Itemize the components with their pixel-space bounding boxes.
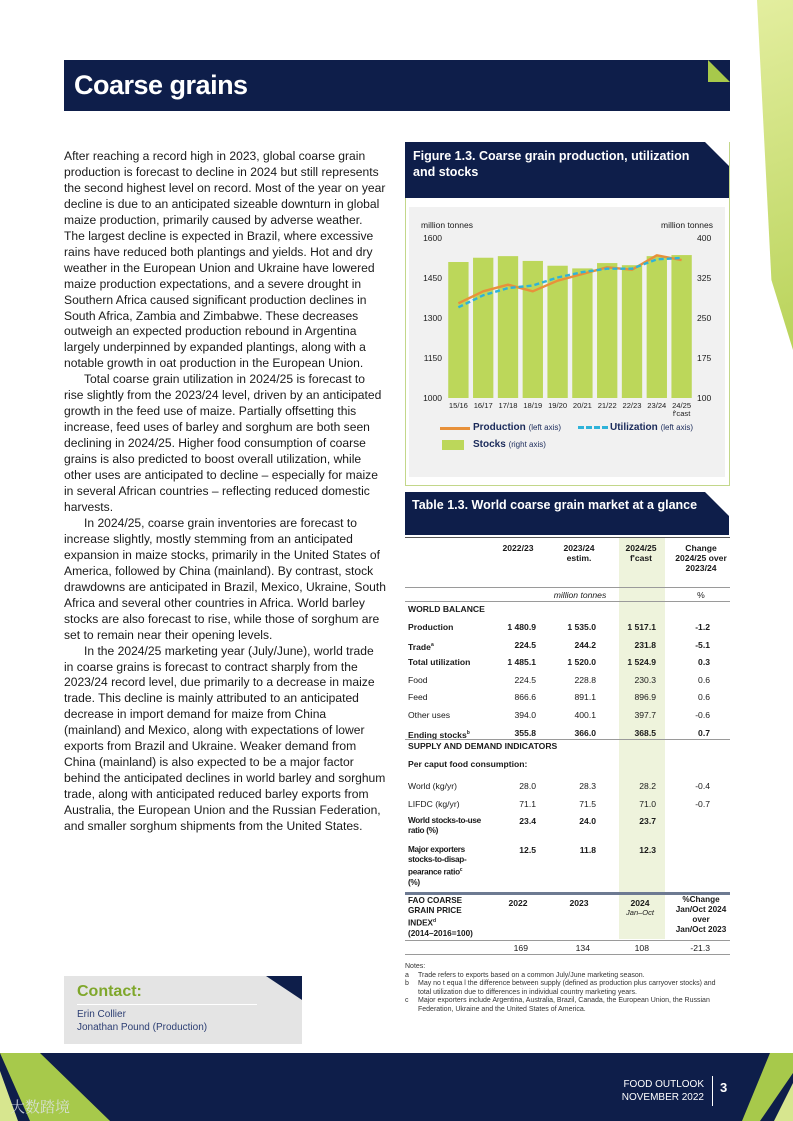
- footer-line-2: NOVEMBER 2022: [621, 1091, 704, 1103]
- row-label: Feed: [408, 692, 428, 703]
- cell-2024-25: 896.9: [634, 692, 656, 703]
- cell-change: 0.3: [698, 657, 710, 668]
- cell-2022-23: 224.5: [514, 639, 536, 650]
- x-tick-label: f'cast: [672, 409, 691, 418]
- note-text: Trade refers to exports based on a common July/June marketing season.: [418, 971, 645, 979]
- cell-2022-23: 71.1: [519, 798, 536, 809]
- index-value-2023: 134: [575, 943, 590, 953]
- index-header-change: [668, 895, 734, 935]
- bar-stocks: [523, 261, 543, 398]
- note-text: Major exporters include Argentina, Australia, Brazil, Canada, the European Union, the Russian Federation, Ukraine and the United States of America.: [418, 997, 710, 1013]
- table-rule: [405, 537, 730, 538]
- stocks-ratio-label-1: World stocks-to-use: [408, 816, 481, 825]
- footnote-mark: b: [466, 729, 470, 736]
- cell-change: -0.6: [695, 710, 710, 720]
- stocks-ratio-label: [408, 816, 481, 836]
- cell-2024-25: 1 517.1: [627, 622, 656, 632]
- x-tick-label: 17/18: [498, 401, 518, 410]
- per-caput-label: Per caput food consumption:: [408, 759, 528, 769]
- col-header-change: Change 2024/25 over 2023/24: [675, 543, 727, 573]
- contact-title: Contact:: [77, 983, 142, 1000]
- footer-publication: [600, 1079, 704, 1104]
- paragraph-3: In 2024/25, coarse grain inventories are forecast to increase slightly, mostly stemming from an anticipated expansion in maize stocks, primarily in the United States of America, followed by China (mainland). By contrast, stock drawdowns are anticipated in Brazil, Mexico, Ukraine, South Africa and several other countries in Africa. World barley stocks are also forecast to rise, while those of sorghum are set to remain near their opening levels.: [64, 515, 386, 642]
- exporters-ratio-2022: 12.5: [519, 845, 536, 855]
- price-index-label: [408, 896, 473, 939]
- cell-2023-24: 71.5: [579, 798, 596, 809]
- cell-2023-24: 891.1: [574, 692, 596, 703]
- y-tick-label-right: 100: [697, 393, 712, 403]
- exporters-ratio-label-4: (%): [408, 877, 420, 887]
- footnote-mark: c: [459, 867, 463, 873]
- price-index-label-3: INDEX: [408, 918, 434, 928]
- exporters-ratio-label-2: stocks-to-disap-: [408, 855, 467, 864]
- x-tick-label: 21/22: [597, 401, 617, 410]
- bar-stocks: [498, 256, 518, 398]
- cell-2024-25: 368.5: [634, 727, 656, 738]
- row-label-wrap: [408, 640, 434, 652]
- stocks-ratio-2024: 23.7: [639, 816, 656, 826]
- price-index-label-4: (2014–2016=100): [408, 928, 473, 938]
- cell-change: -5.1: [695, 639, 710, 650]
- x-tick-label: 19/20: [548, 401, 568, 410]
- cell-2024-25: 397.7: [634, 710, 656, 720]
- footer-line-1: FOOD OUTLOOK: [623, 1079, 704, 1090]
- notes-title: Notes:: [405, 963, 426, 970]
- row-label: Other uses: [408, 710, 451, 720]
- legend-utilization: [610, 422, 693, 433]
- y-tick-label-left: 1450: [423, 273, 442, 283]
- bar-stocks: [647, 256, 667, 398]
- legend-production-label: Production: [473, 422, 526, 433]
- cell-2024-25: 28.2: [639, 781, 656, 791]
- y-axis-label-left: million tonnes: [421, 220, 473, 230]
- table-notes: [405, 963, 730, 1015]
- index-header-2024: 2024: [630, 898, 650, 908]
- contact-name: Jonathan Pound (Production): [77, 1022, 208, 1033]
- index-header-2023: 2023: [569, 898, 589, 908]
- section-world-balance: WORLD BALANCE: [408, 604, 485, 614]
- cell-2023-24: 28.3: [579, 781, 596, 791]
- index-value-change: -21.3: [690, 943, 710, 953]
- cell-2023-24: 400.1: [574, 710, 596, 720]
- cell-change: 0.6: [698, 674, 710, 685]
- row-label: Food: [408, 674, 428, 685]
- row-label: Trade: [408, 641, 431, 652]
- index-header-2022: 2022: [508, 898, 528, 908]
- paragraph-2: Total coarse grain utilization in 2024/25 is forecast to rise slightly from the 2023/24 level, driven by an anticipated growth in the feed use of maize. Partially offsetting this increase, feed uses of barley and sorghum are both seen declining in 2024/25. Higher food consumption of coarse grains is also predicted to boost overall utilization, while other uses are anticipated to decline – especially for maize in several African countries – reflecting reduced domestic harvests.: [64, 372, 382, 514]
- table-rule: [405, 940, 730, 941]
- cell-2024-25: 231.8: [634, 639, 656, 650]
- index-header-2024-sub: Jan–Oct: [626, 908, 654, 917]
- note-mark: a: [405, 971, 409, 979]
- contact-name: Erin Collier: [77, 1009, 126, 1020]
- table-rule: [405, 587, 730, 588]
- y-tick-label-right: 250: [697, 313, 712, 323]
- legend-swatch-utilization: [578, 426, 608, 429]
- price-index-label-2: GRAIN PRICE: [408, 906, 462, 915]
- x-tick-label: 22/23: [622, 401, 642, 410]
- index-header-change-2: Jan/Oct 2024: [675, 905, 727, 914]
- row-label: Total utilization: [408, 657, 471, 668]
- legend-swatch-production: [440, 427, 470, 430]
- cell-2022-23: 866.6: [514, 692, 536, 703]
- page-number: 3: [720, 1080, 728, 1095]
- stocks-ratio-2023: 24.0: [579, 816, 596, 826]
- col-header-2024-25: 2024/25 f'cast: [625, 543, 657, 563]
- exporters-ratio-label-1: Major exporters: [408, 845, 465, 854]
- cell-2022-23: 355.8: [514, 727, 536, 738]
- cell-2022-23: 28.0: [519, 781, 536, 791]
- legend-production: [473, 422, 561, 433]
- y-tick-label-left: 1000: [423, 393, 442, 403]
- index-header-change-1: %Change: [682, 895, 720, 904]
- cell-change: -1.2: [695, 622, 710, 632]
- page-title: Coarse grains: [74, 70, 248, 100]
- cell-2022-23: 224.5: [514, 674, 536, 685]
- x-tick-label: 18/19: [523, 401, 543, 410]
- y-tick-label-left: 1300: [423, 313, 442, 323]
- cell-2023-24: 228.8: [574, 674, 596, 685]
- footer-divider: [712, 1076, 713, 1106]
- cell-change: 0.7: [698, 727, 710, 738]
- exporters-ratio-label-3: pearance ratio: [408, 867, 460, 877]
- index-header-change-4: Jan/Oct 2023: [675, 925, 727, 934]
- col-header-2022-23: 2022/23: [502, 543, 534, 553]
- legend-utilization-label: Utilization: [610, 422, 658, 433]
- figure-title: Figure 1.3. Coarse grain production, utilization and stocks: [413, 149, 690, 179]
- legend-swatch-stocks: [442, 440, 464, 450]
- paragraph-4: In the 2024/25 marketing year (July/June), world trade in coarse grains is forecast to contract sharply from the 2023/24 record level, due primarily to a decrease in maize trade. This decline is mainly attributed to an anticipated decrease in import demand for maize from China (mainland) and Mexico, along with expectations of lower exports from Brazil and Ukraine. Weaker demand from China (mainland) is also expected to be a major factor behind the anticipated declines in world barley and sorghum trade, along with anticipated reduced barley exports from Australia, the European Union and the Russian Federation, and smaller sorghum shipments from the United States.: [64, 643, 386, 834]
- cell-2022-23: 1 480.9: [507, 622, 536, 632]
- exporters-ratio-2023: 11.8: [579, 845, 596, 855]
- legend-utilization-axis: (left axis): [660, 423, 694, 432]
- cell-2024-25: 71.0: [639, 798, 656, 809]
- bar-stocks: [473, 258, 493, 398]
- note-mark: b: [405, 980, 409, 988]
- table-rule: [405, 601, 730, 602]
- cell-2023-24: 1 535.0: [567, 622, 596, 632]
- section-indicators: SUPPLY AND DEMAND INDICATORS: [408, 741, 558, 751]
- unit-label: million tonnes: [553, 590, 607, 600]
- bar-stocks: [622, 265, 642, 398]
- table-rule: [405, 954, 730, 955]
- y-tick-label-left: 1600: [423, 233, 442, 243]
- stocks-ratio-2022: 23.4: [519, 816, 536, 826]
- x-tick-label: 15/16: [448, 401, 468, 410]
- cell-change: -0.7: [695, 798, 710, 809]
- x-tick-label: 16/17: [473, 401, 493, 410]
- y-axis-label-right: million tonnes: [661, 220, 713, 230]
- stocks-ratio-label-2: ratio (%): [408, 826, 439, 835]
- legend-stocks-label: Stocks: [473, 439, 506, 450]
- row-label-wrap: [408, 728, 470, 740]
- cell-2023-24: 366.0: [574, 727, 596, 738]
- note-mark: c: [405, 997, 409, 1005]
- index-value-2024: 108: [634, 943, 649, 953]
- index-header-change-3: over: [692, 915, 710, 924]
- x-tick-label: 24/25: [672, 401, 692, 410]
- exporters-ratio-2024: 12.3: [639, 845, 656, 855]
- cell-change: 0.6: [698, 692, 710, 703]
- y-tick-label-right: 400: [697, 233, 712, 243]
- table-title: Table 1.3. World coarse grain market at a glance: [412, 498, 698, 512]
- y-tick-label-right: 325: [697, 273, 712, 283]
- note-text: May no t equa l the difference between supply (defined as production plus carryover stocks) and total utilization due to differences in individual country marketing years.: [418, 980, 716, 996]
- row-label: Ending stocks: [408, 729, 467, 740]
- cell-change: -0.4: [695, 781, 710, 791]
- table-rule: [405, 739, 730, 740]
- price-index-label-1: FAO COARSE: [408, 896, 463, 905]
- row-label: World (kg/yr): [408, 781, 458, 791]
- bar-stocks: [572, 268, 592, 398]
- cell-2022-23: 1 485.1: [507, 657, 536, 668]
- index-value-2022: 169: [513, 943, 528, 953]
- y-tick-label-left: 1150: [423, 353, 442, 363]
- pct-label: %: [697, 590, 705, 600]
- footnote-mark: a: [430, 641, 434, 648]
- legend-stocks: [473, 439, 546, 450]
- col-header-2023-24: 2023/24 estim.: [563, 543, 595, 563]
- bar-stocks: [597, 263, 617, 398]
- exporters-ratio-label: [408, 845, 466, 888]
- cell-2023-24: 1 520.0: [567, 657, 596, 668]
- cell-2022-23: 394.0: [514, 710, 536, 720]
- cell-2023-24: 244.2: [574, 639, 596, 650]
- note-c: [405, 997, 730, 1014]
- watermark: 大数踏境: [10, 1099, 71, 1116]
- cell-2024-25: 1 524.9: [627, 657, 656, 668]
- note-b: [405, 980, 730, 997]
- paragraph-1: After reaching a record high in 2023, global coarse grain production is forecast to decline in 2024 but still represents the second highest level on record. Most of the year on year decline is due to an anticipated sizeable downturn in global maize production, primarily caused by adverse weather. The largest decline is expected in Brazil, where excessive rains have reduced both plantings and yields. Hot and dry weather in the European Union and Ukraine have lowered maize production expectations, and a severe drought in Southern Africa caused significant production declines in South Africa, Zambia and Zimbabwe. These decreases outweigh an expected production rebound in Argentina largely underpinned by expanded plantings, along with a notable growth in oat production in the European Union.: [64, 149, 386, 371]
- row-label: LIFDC (kg/yr): [408, 798, 460, 809]
- cell-2024-25: 230.3: [634, 674, 656, 685]
- footnote-mark: d: [433, 918, 437, 924]
- x-tick-label: 20/21: [572, 401, 592, 410]
- bar-stocks: [448, 262, 468, 398]
- legend-production-axis: (left axis): [528, 423, 562, 432]
- row-label: Production: [408, 622, 454, 632]
- bar-stocks: [671, 255, 691, 398]
- legend-stocks-axis: (right axis): [508, 440, 546, 449]
- x-tick-label: 23/24: [647, 401, 667, 410]
- y-tick-label-right: 175: [697, 353, 712, 363]
- note-a: [405, 972, 730, 981]
- bar-stocks: [547, 266, 567, 398]
